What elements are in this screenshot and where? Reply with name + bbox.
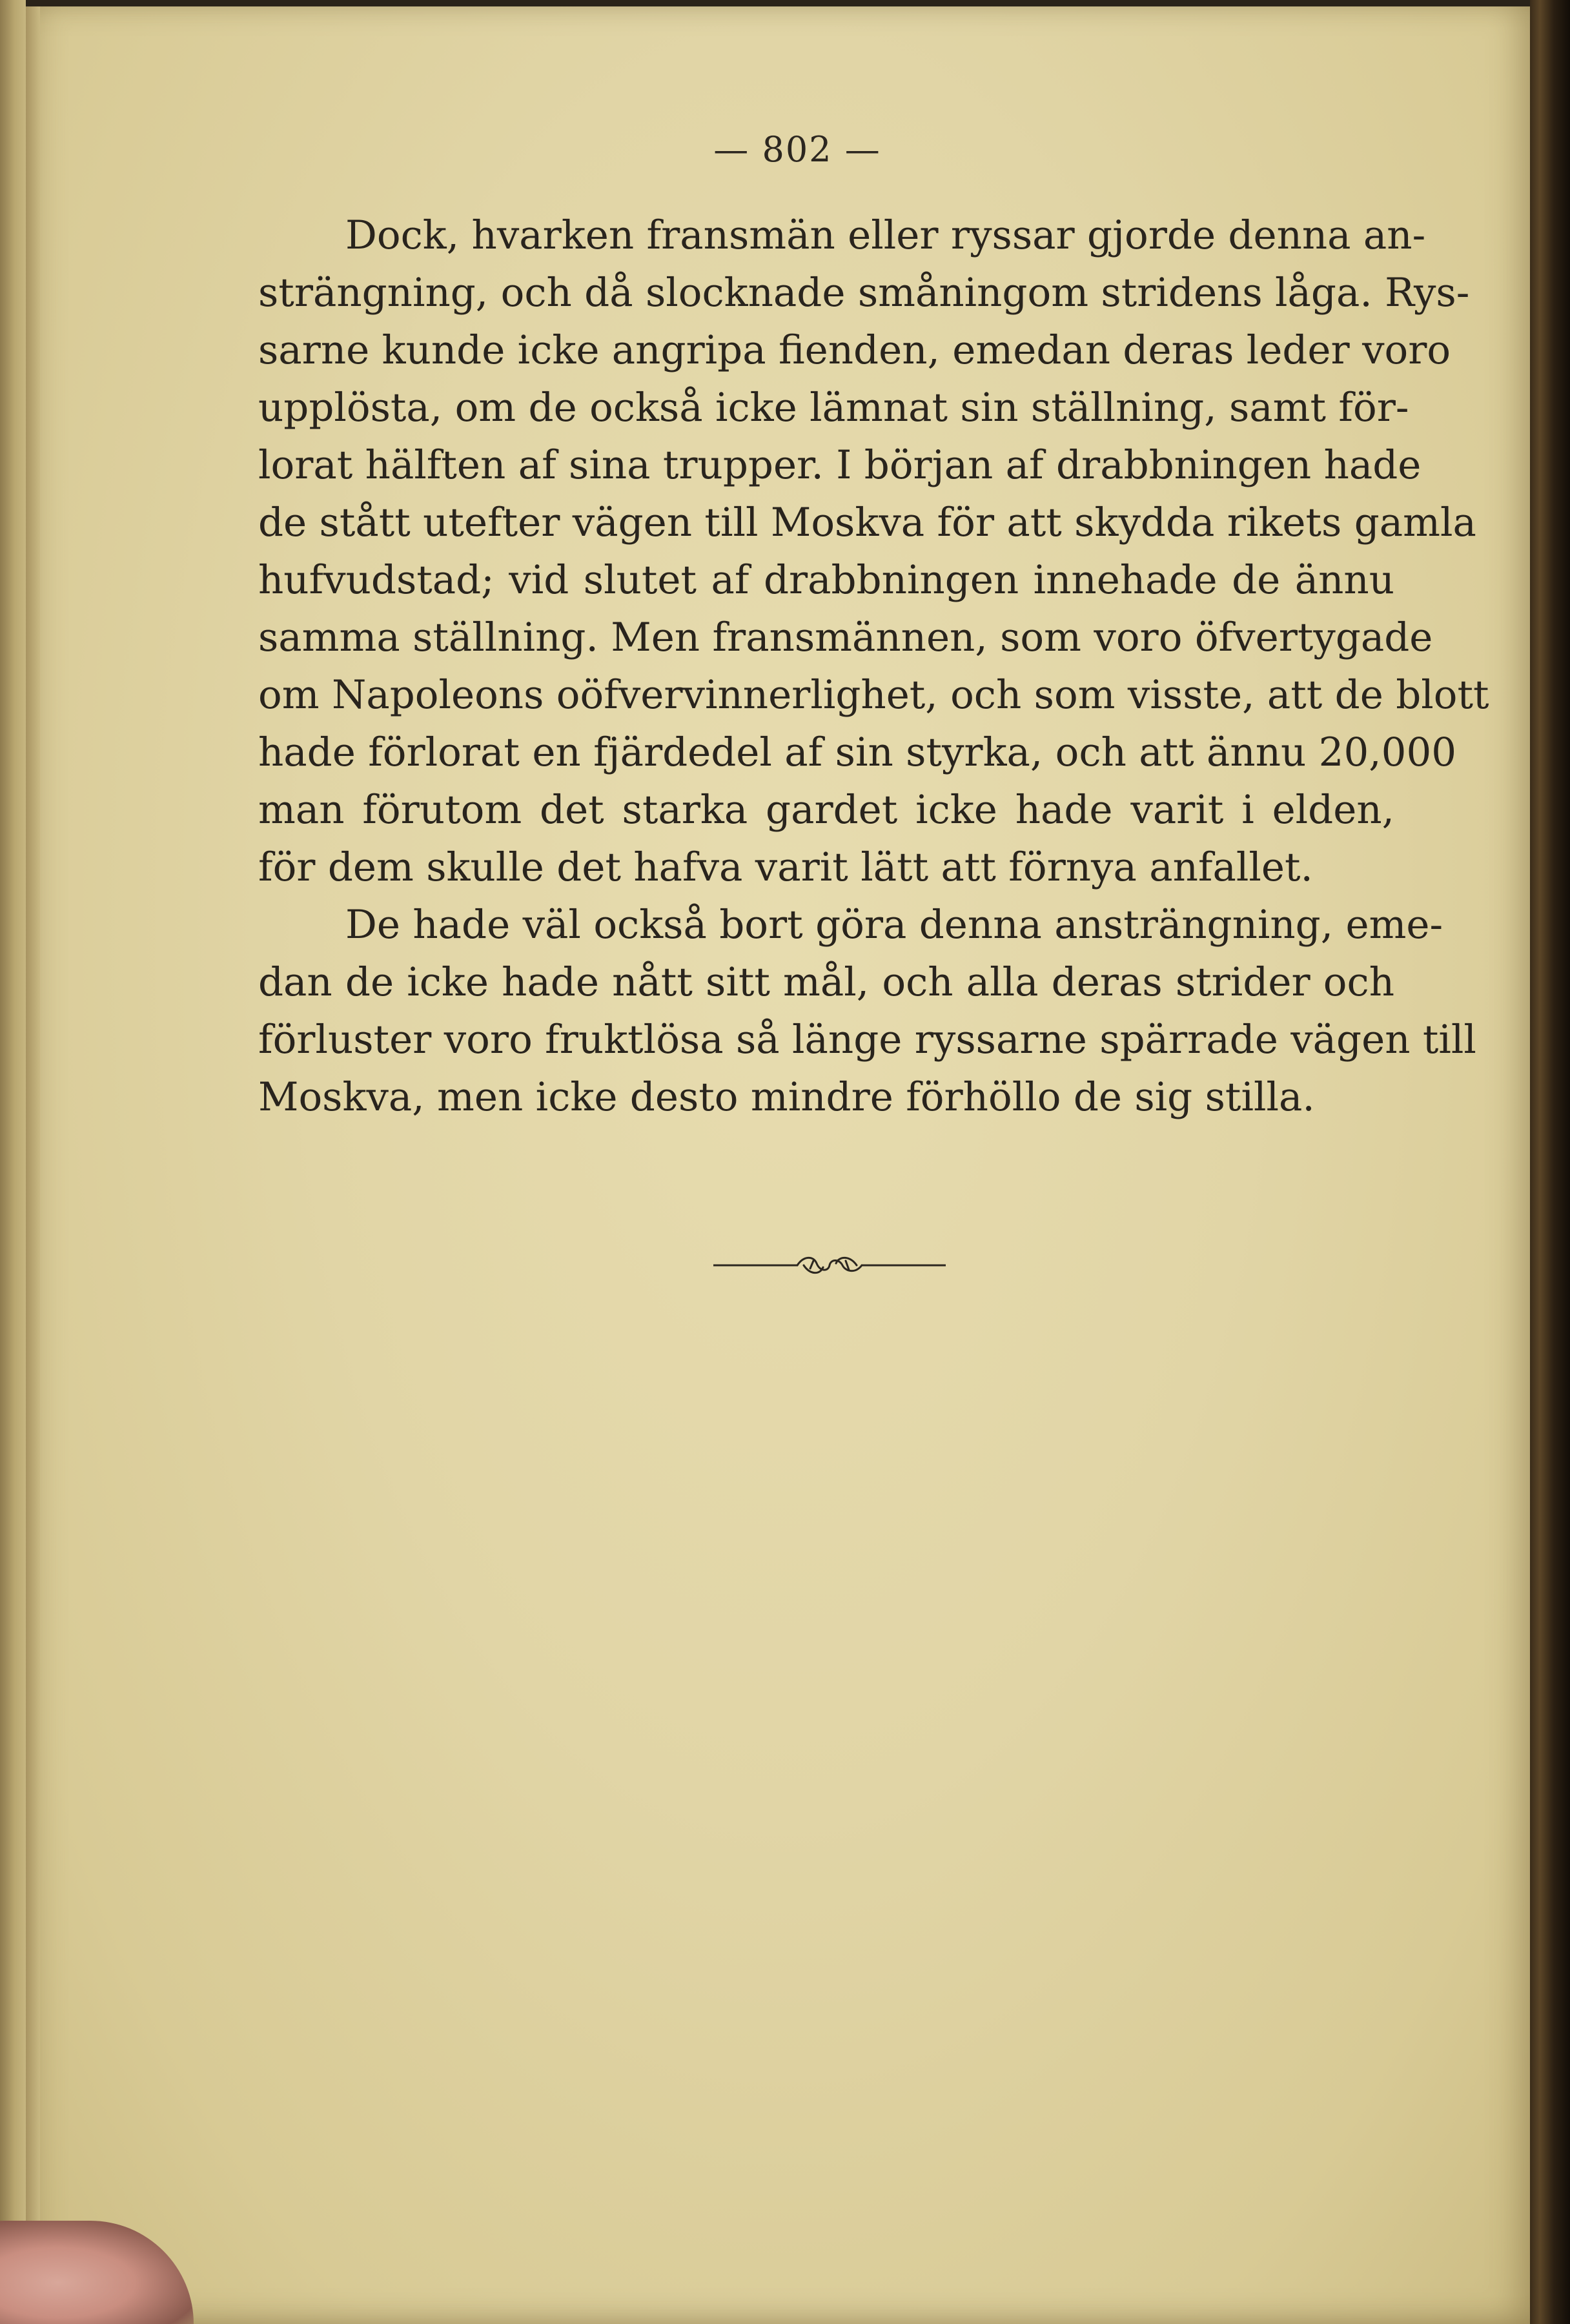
text-line: Moskva, men icke desto mindre förhöllo de sig stilla. (258, 1074, 1315, 1120)
text-line: hufvudstad; vid slutet af drabbningen innehade de ännu (258, 557, 1394, 603)
text-line: De hade väl också bort göra denna ansträngning, eme- (345, 902, 1443, 948)
page-top-edge (26, 0, 1540, 6)
text-line: samma ställning. Men fransmännen, som voro öfvertygade (258, 615, 1433, 660)
text-line: man förutom det starka gardet icke hade varit i elden, (258, 787, 1394, 833)
body-text (258, 207, 1489, 1126)
page-number: — 802 — (713, 129, 881, 170)
text-line: Dock, hvarken fransmän eller ryssar gjorde denna an- (345, 212, 1426, 258)
page-gutter (26, 6, 40, 2324)
text-line: hade förlorat en fjärdedel af sin styrka, och att ännu 20,000 (258, 729, 1457, 775)
text-line: dan de icke hade nått sitt mål, och alla deras strider och (258, 959, 1394, 1005)
text-line: förluster voro fruktlösa så länge ryssarne spärrade vägen till (258, 1017, 1476, 1063)
paragraph-1 (258, 207, 1489, 896)
text-line: strängning, och då slocknade småningom stridens låga. Rys- (258, 270, 1470, 316)
scroll-divider-icon (713, 1249, 946, 1281)
paragraph-2 (258, 896, 1476, 1126)
text-line: om Napoleons oöfvervinnerlighet, och som visste, att de blott (258, 672, 1489, 718)
text-line: de stått utefter vägen till Moskva för att skydda rikets gamla (258, 500, 1476, 545)
text-line: sarne kunde icke angripa fienden, emedan deras leder voro (258, 327, 1451, 373)
text-line: upplösta, om de också icke lämnat sin ställning, samt för- (258, 385, 1409, 431)
text-line: för dem skulle det hafva varit lätt att förnya anfallet. (258, 844, 1313, 890)
book-fore-edge (1530, 0, 1570, 2324)
text-line: lorat hälften af sina trupper. I början af drabbningen hade (258, 442, 1422, 488)
